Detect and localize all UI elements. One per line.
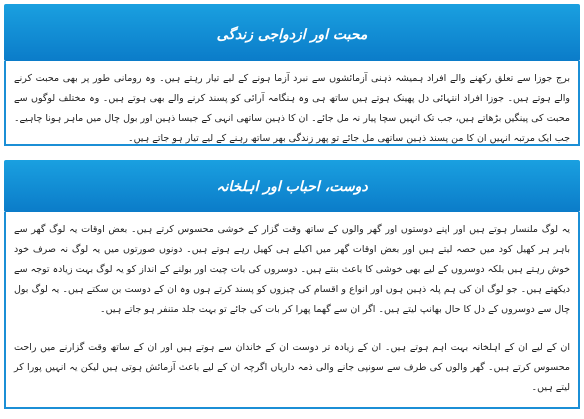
paragraph-love: برج جوزا سے تعلق رکھنے والے افراد ہمیشہ ذہنی آزمائشوں سے نبرد آزما ہونے کے لیے تیار رہتے ہیں۔ وہ رومانی طور پر بھی محبت کرنے والے ہوتے ہیں۔ جوزا افراد انتہائی دل پھینک ہوتے ہیں ساتھ ہی وہ ہنگامہ آرائی کو پسند کرنے والے بھی ہوتے ہیں۔ وہ مختلف لوگوں سے محبت کی پینگیں بڑھاتے ہیں، جب تک انہیں سچا پیار نہ مل جائے۔ ان کا ذہین ساتھی انہی کے جیسا ذہین اور بول چال میں ماہر ہونا چاہیے۔ جب ایک مرتبہ انہیں ان کا من پسند ذہین ساتھی مل جائے تو پھر زندگی بھر ساتھ رہنے کے لیے تیار ہو جاتے ہیں۔ — [13, 73, 570, 144]
paragraph-friends: یہ لوگ ملنسار ہوتے ہیں اور اپنے دوستوں اور گھر والوں کے ساتھ وقت گزار کے خوشی محسوس کرتے ہیں۔ بعض اوقات یہ لوگ گھر سے باہر ہر کھیل کود میں حصہ لیتے ہیں اور بعض اوقات گھر میں اکیلے ہی کھیل رہے ہوتے ہیں۔ دونوں صورتوں میں یہ لوگ نہ صرف خود خوش رہتے ہیں بلکہ دوسروں کے لیے بھی خوشی کا باعث بنتے ہیں۔ دوسروں کی بات چیت اور بولنے کے انداز کو یہ لوگ بہت زیادہ توجہ سے دیکھتے ہیں۔ جو لوگ ان کی ہم پلہ ذہین ہوں اور انواع و اقسام کی چیزوں کو پسند کرتے ہوں وہ ان کے دوست بن سکتے ہیں۔ یہ لوگ بول چال سے دوسروں کے دل کا حال بھانپ لیتے ہیں۔ اگر ان سے گھما پھرا کر بات کی جائے تو بہت جلد متنفر ہو جاتے ہیں۔ — [14, 224, 570, 315]
section-title-friends-family: دوست، احباب اور اہلخانہ — [216, 179, 368, 195]
paragraph-family: ان کے لیے ان کے اہلخانہ بہت اہم ہوتے ہیں۔ ان کے زیادہ تر دوست ان کے خاندان سے ہوتے ہیں اور ان کے ساتھ وقت گزارنے میں راحت محسوس کرتے ہیں۔ گھر والوں کی طرف سے سونپی جانے والی ذمہ داریاں اگرچہ ان کے لیے باعث آزمائش ہوتی ہیں لیکن یہ انہیں پورا کر لیتے ہیں۔ — [14, 342, 570, 393]
section-header-love — [4, 4, 580, 61]
section-title-love: محبت اور ازدواجی زندگی — [216, 27, 368, 43]
section-header-friends-family — [4, 160, 580, 212]
section-body-love — [4, 61, 580, 146]
section-body-friends-family — [4, 212, 580, 409]
